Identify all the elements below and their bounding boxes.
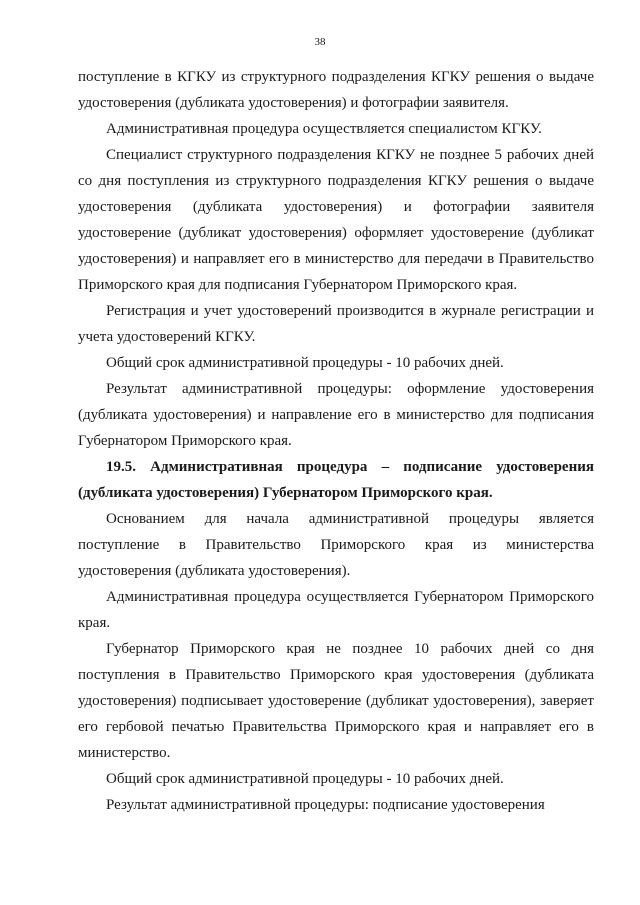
paragraph-result: Результат административной процедуры: оформление удостоверения (дубликата удостоверения) и направление его в министерство для подписания Губернатором Приморского края. — [78, 381, 594, 449]
document-body — [78, 64, 594, 818]
paragraph-total-term-2: Общий срок административной процедуры - 10 рабочих дней. — [106, 771, 504, 787]
paragraph-governor-signing: Губернатор Приморского края не позднее 10 рабочих дней со дня поступления в Правительство Приморского края удостоверения (дубликата удостоверения) подписывает удостоверение (дубликат удостоверения), заверяет его гербовой печатью Правительства Приморского края и направляет его в министерство. — [78, 641, 594, 761]
paragraph-specialist-processing: Специалист структурного подразделения КГКУ не позднее 5 рабочих дней со дня поступления из структурного подразделения КГКУ решения о выдаче удостоверения (дубликата удостоверения) и фотографии заявителя удостоверение (дубликат удостоверения) оформляет удостоверение (дубликат удостоверения) и направляет его в министерство для передачи в Правительство Приморского края для подписания Губернатором Приморского края. — [78, 147, 594, 293]
paragraph-governor-performer: Административная процедура осуществляется Губернатором Приморского края. — [78, 589, 594, 631]
paragraph-registration: Регистрация и учет удостоверений производится в журнале регистрации и учета удостоверений КГКУ. — [78, 303, 594, 345]
paragraph-total-term: Общий срок административной процедуры - 10 рабочих дней. — [106, 355, 504, 371]
section-heading-19-5: 19.5. Административная процедура – подписание удостоверения (дубликата удостоверения) Губернатором Приморского края. — [78, 459, 594, 501]
paragraph-result-2: Результат административной процедуры: подписание удостоверения — [106, 797, 545, 813]
page-number: 38 — [314, 36, 326, 48]
paragraph-basis: Основанием для начала административной процедуры является поступление в Правительство Приморского края из министерства удостоверения (дубликата удостоверения). — [78, 511, 594, 579]
paragraph-continuation: поступление в КГКУ из структурного подразделения КГКУ решения о выдаче удостоверения (дубликата удостоверения) и фотографии заявителя. — [78, 69, 594, 111]
paragraph-procedure-performer: Административная процедура осуществляется специалистом КГКУ. — [106, 121, 542, 137]
